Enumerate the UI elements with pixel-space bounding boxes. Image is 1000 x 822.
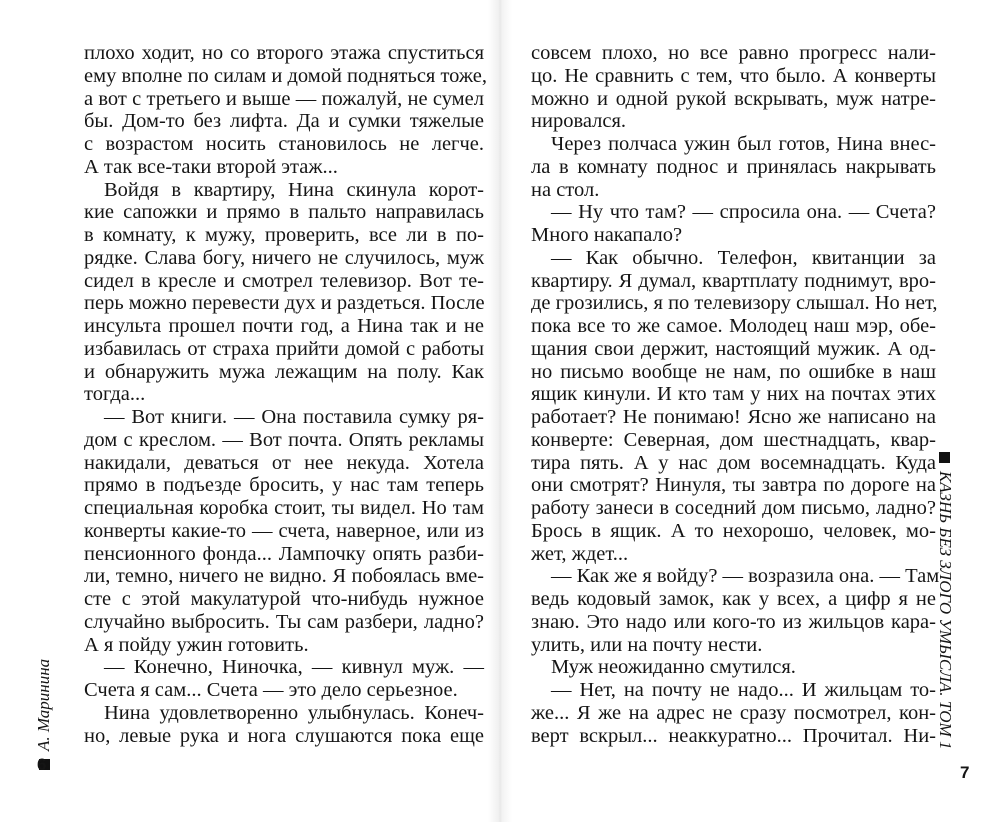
text-line: с возрастом носить становилось не легче. [84, 133, 484, 155]
text-line: улить, или на почту нести. [531, 633, 763, 656]
text-line: они смотрят? Нинуля, ты завтра по дороге на [531, 474, 936, 497]
text-line: ла в комнату поднос и принялась накрывать [531, 155, 936, 178]
text-line: Через полчаса ужин был готов, Нина внес- [551, 133, 936, 155]
text-line: конверте: Северная, дом шестнадцать, квар- [531, 428, 936, 451]
text-line: — Вот книги. — Она поставила сумку ря- [104, 406, 484, 428]
text-line: верт вскрыл... неаккуратно... Прочитал. Ни- [531, 724, 936, 747]
text-line: ему вполне по силам и домой подняться тоже, [84, 64, 488, 87]
text-line: тира пять. А у нас дом восемнадцать. Куда [531, 451, 936, 474]
text-line: квартиру. Я думал, квартплату поднимут, вро- [531, 269, 936, 292]
text-line: Брось в ящик. А то нехорошо, человек, мо- [531, 519, 936, 542]
text-line: — Как обычно. Телефон, квитанции за [551, 246, 936, 269]
text-line: А я пойду ужин готовить. [84, 633, 309, 656]
text-line: кие сапожки и прямо в пальто направилась [84, 201, 484, 224]
text-line: — Конечно, Ниночка, — кивнул муж. — [104, 656, 484, 679]
square-bullet-icon [940, 452, 951, 463]
text-line: Счета я сам... Счета — это дело серьезное. [84, 679, 458, 701]
text-line: — Как же я войду? — возразила она. — Там [551, 565, 940, 588]
text-line: Войдя в квартиру, Нина скинула корот- [104, 178, 484, 201]
text-line: Нина удовлетворенно улыбнулась. Конеч- [104, 701, 484, 724]
right-page-text [531, 42, 940, 747]
text-line: совсем плохо, но все равно прогресс нали- [531, 42, 936, 64]
text-line: бы. Дом-то без лифта. Да и сумки тяжелые [84, 110, 484, 133]
text-line: пенсионного фонда... Лампочку опять разби- [84, 542, 484, 565]
text-line: жет, ждет... [531, 542, 629, 565]
text-line: накидали, деваться от нее некуда. Хотела [84, 451, 484, 474]
text-line: конверты какие-то — счета, наверное, или из [84, 519, 484, 542]
right-running-head [935, 452, 955, 749]
book-title: КАЗНЬ БЕЗ ЗЛОГО УМЫСЛА. ТОМ 1 [936, 471, 955, 750]
text-line: прямо в подъезде бросить, у нас там теперь [84, 474, 484, 497]
text-line: же... Я же на адрес не сразу посмотрел, кон- [531, 701, 936, 724]
text-line: перь можно перевести дух и раздеться. После [84, 292, 485, 315]
text-line: нировался. [531, 110, 627, 133]
text-line: а вот с третьего и выше — пожалуй, не сумел [84, 87, 484, 110]
text-line: в комнату, к мужу, проверить, все ли в по- [84, 224, 484, 246]
text-line: цо. Не сравнить с тем, что было. А конверты [531, 64, 936, 87]
text-line: ведь кодовый замок, как у всех, а цифр я не [531, 588, 936, 610]
author-name: А. Маринина [34, 658, 53, 751]
text-line: А так все-таки второй этаж... [84, 155, 338, 178]
text-line: плохо ходит, но со второго этажа спуститься [84, 42, 484, 64]
page-number-right: 7 [960, 763, 970, 782]
text-line: знаю. Это надо или кого-то из жильцов кара- [531, 610, 936, 633]
text-line: инсульта прошел почти год, а Нина так и не [84, 315, 484, 337]
text-line: Муж неожиданно смутился. [551, 656, 796, 679]
text-line: сте с этой макулатурой что-нибудь нужное [84, 588, 484, 610]
text-line: сидел в кресле и смотрел телевизор. Вот те- [84, 269, 484, 292]
page-number-left: 6 [37, 755, 47, 774]
text-line: избавилась от страха прийти домой с работы [84, 337, 484, 360]
text-line: специальная коробка стоит, ты видел. Но там [84, 497, 484, 519]
book-gutter [488, 0, 512, 822]
text-line: но письмо вообще не нам, по ошибке в наш [531, 360, 936, 383]
text-line: Много накапало? [531, 224, 683, 246]
text-line: ящик кинули. И кто там у них на почтах этих [531, 383, 936, 406]
text-line: дом с креслом. — Вот почта. Опять рекламы [84, 428, 484, 451]
text-line: и обнаружить мужа лежащим на полу. Как [84, 360, 484, 383]
text-line: работу занеси в соседний дом письмо, ладно? [531, 497, 936, 519]
text-line: на стол. [531, 178, 600, 201]
text-line: ли, темно, ничего не видно. Я побоялась вме- [84, 565, 484, 588]
text-line: тогда... [84, 383, 146, 406]
text-line: пока все то же самое. Молодец наш мэр, обе- [531, 315, 936, 337]
text-line: но, левые рука и нога слушаются пока еще [84, 724, 484, 747]
text-line: случайно выбросить. Ты сам разбери, ладно? [84, 610, 484, 633]
text-line: можно и одной рукой вскрывать, муж натре- [531, 87, 936, 110]
text-line: де грозились, я по телевизору слышал. Но нет, [531, 292, 938, 315]
text-line: рядке. Слава богу, ничего не случилось, муж [84, 246, 484, 269]
text-line: работает? Не понимаю! Ясно же написано на [531, 406, 936, 428]
left-page-text [84, 42, 488, 747]
left-running-head [34, 659, 54, 770]
text-line: — Ну что там? — спросила она. — Счета? [551, 201, 936, 224]
text-line: щания свои держит, настоящий мужик. А од- [531, 337, 936, 360]
text-line: — Нет, на почту не надо... И жильцам то- [551, 679, 936, 701]
